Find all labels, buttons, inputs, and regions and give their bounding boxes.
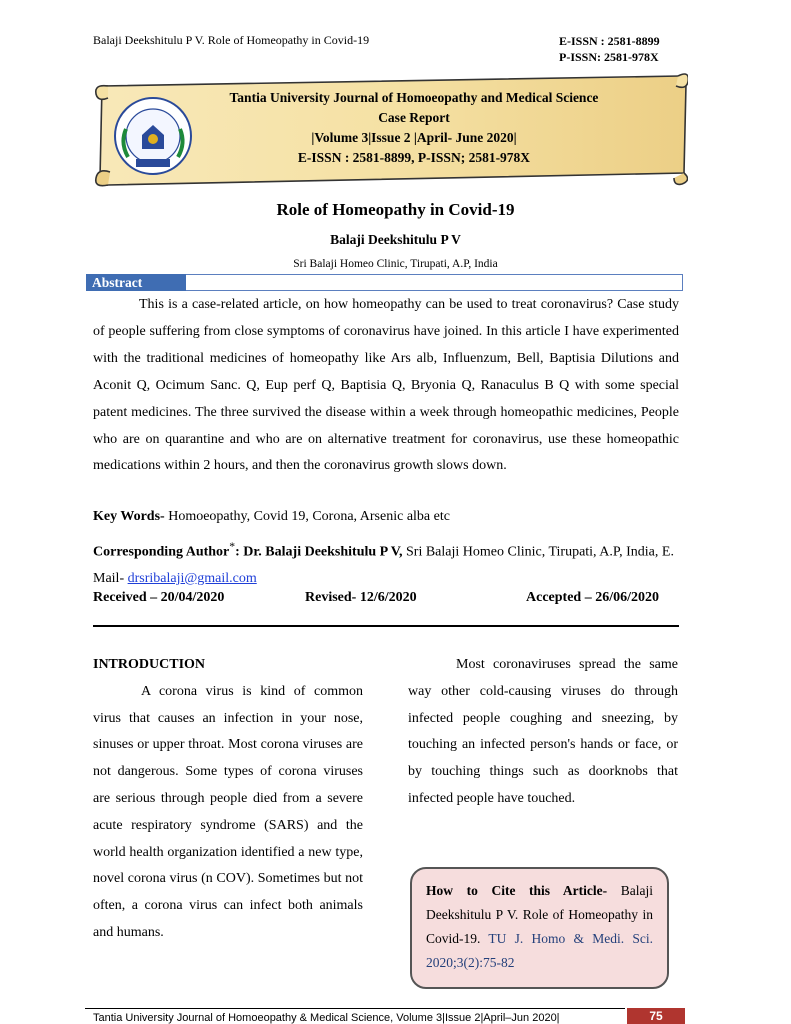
keywords [93, 509, 679, 525]
introduction-heading: INTRODUCTION [93, 657, 206, 672]
corresponding-author [93, 534, 679, 592]
section-divider [93, 625, 679, 627]
article-author: Balaji Deekshitulu P V [330, 232, 461, 247]
journal-name: Tantia University Journal of Homoeopathy and Medical Science [229, 90, 599, 105]
tantia-university-seal-icon [112, 95, 194, 177]
cite-label: How to Cite this Article- [426, 883, 608, 898]
corresponding-sup: * [229, 540, 236, 553]
how-to-cite-box [410, 867, 669, 989]
keywords-text: Homoeopathy, Covid 19, Corona, Arsenic alba etc [164, 509, 450, 524]
cite-journal-ref: TU J. Homo & Medi. Sci. 2020;3(2):75-82 [426, 931, 653, 970]
footer-rule [85, 1008, 625, 1009]
footer-journal: Tantia University Journal of Homoeopathy & Medical Science, Volume 3|Issue 2|April–Jun 2020| [93, 1012, 560, 1024]
cite-text: Balaji Deekshitulu P V. Role of Homeopathy in Covid-19. [426, 883, 653, 946]
keywords-label: Key Words- [93, 509, 165, 524]
journal-banner-text [186, 88, 642, 168]
article-type: Case Report [378, 110, 450, 125]
accepted-date: Accepted – 26/06/2020 [526, 590, 659, 605]
author-email-link[interactable]: drsribalaji@gmail.com [127, 570, 257, 586]
page-number: 75 [627, 1008, 685, 1024]
revised-date: Revised- 12/6/2020 [305, 590, 417, 605]
pissn-text: P-ISSN: 2581-978X [559, 50, 659, 64]
introduction-paragraph-2: Most coronaviruses spread the same way other cold-causing viruses do through infected people coughing and sneezing, by touching an infected person's hands or face, or by touching things such as doorknobs that infected people have touched. [408, 657, 678, 806]
introduction-paragraph-1: A corona virus is kind of common virus that causes an infection in your nose, sinuses or upper throat. Most corona viruses are not dangerous. Some types of corona viruses are serious through people died from a severe acute respiratory syndrome (SARS) and the world health organization identified a new type, novel corona virus (n COV). Sometimes but not often, a corona virus can infect both animals and humans. [93, 683, 363, 940]
eissn-text: E-ISSN : 2581-8899 [559, 34, 660, 48]
issn-line: E-ISSN : 2581-8899, P-ISSN; 2581-978X [297, 150, 531, 165]
received-date: Received – 20/04/2020 [93, 590, 225, 605]
corresponding-name: : Dr. Balaji Deekshitulu P V, [235, 544, 403, 560]
author-affiliation: Sri Balaji Homeo Clinic, Tirupati, A.P, India [293, 258, 498, 270]
abstract-label: Abstract [86, 274, 186, 291]
corresponding-label: Corresponding Author [93, 544, 230, 560]
running-header-issn [559, 33, 660, 65]
abstract-text: This is a case-related article, on how homeopathy can be used to treat coronavirus? Case study of people suffering from close symptoms of coronavirus have joined. In this article I have experimented with the traditional medicines of homeopathy like Ars alb, Influenzum, Bell, Baptisia Dilutions and Aconit Q, Ocimum Sanc. Q, Eup perf Q, Baptisia Q, Bryonia Q, Ranaculus B Q with some special patent medicines. The three survived the disease within a week through homeopathic medicines, People who are on quarantine and who are on alternative treatment for coronavirus, use these homeopathic medications within 2 hours, and then the coronavirus growth slows down. [93, 297, 679, 474]
article-title: Role of Homeopathy in Covid-19 [276, 200, 515, 219]
volume-issue: |Volume 3|Issue 2 |April- June 2020| [311, 130, 517, 145]
corresponding-address: Sri Balaji Homeo Clinic, Tirupati, A.P, India, E. Mail- [93, 544, 674, 586]
running-header-left: Balaji Deekshitulu P V. Role of Homeopathy in Covid-19 [93, 33, 370, 47]
introduction-left-column [93, 652, 363, 947]
